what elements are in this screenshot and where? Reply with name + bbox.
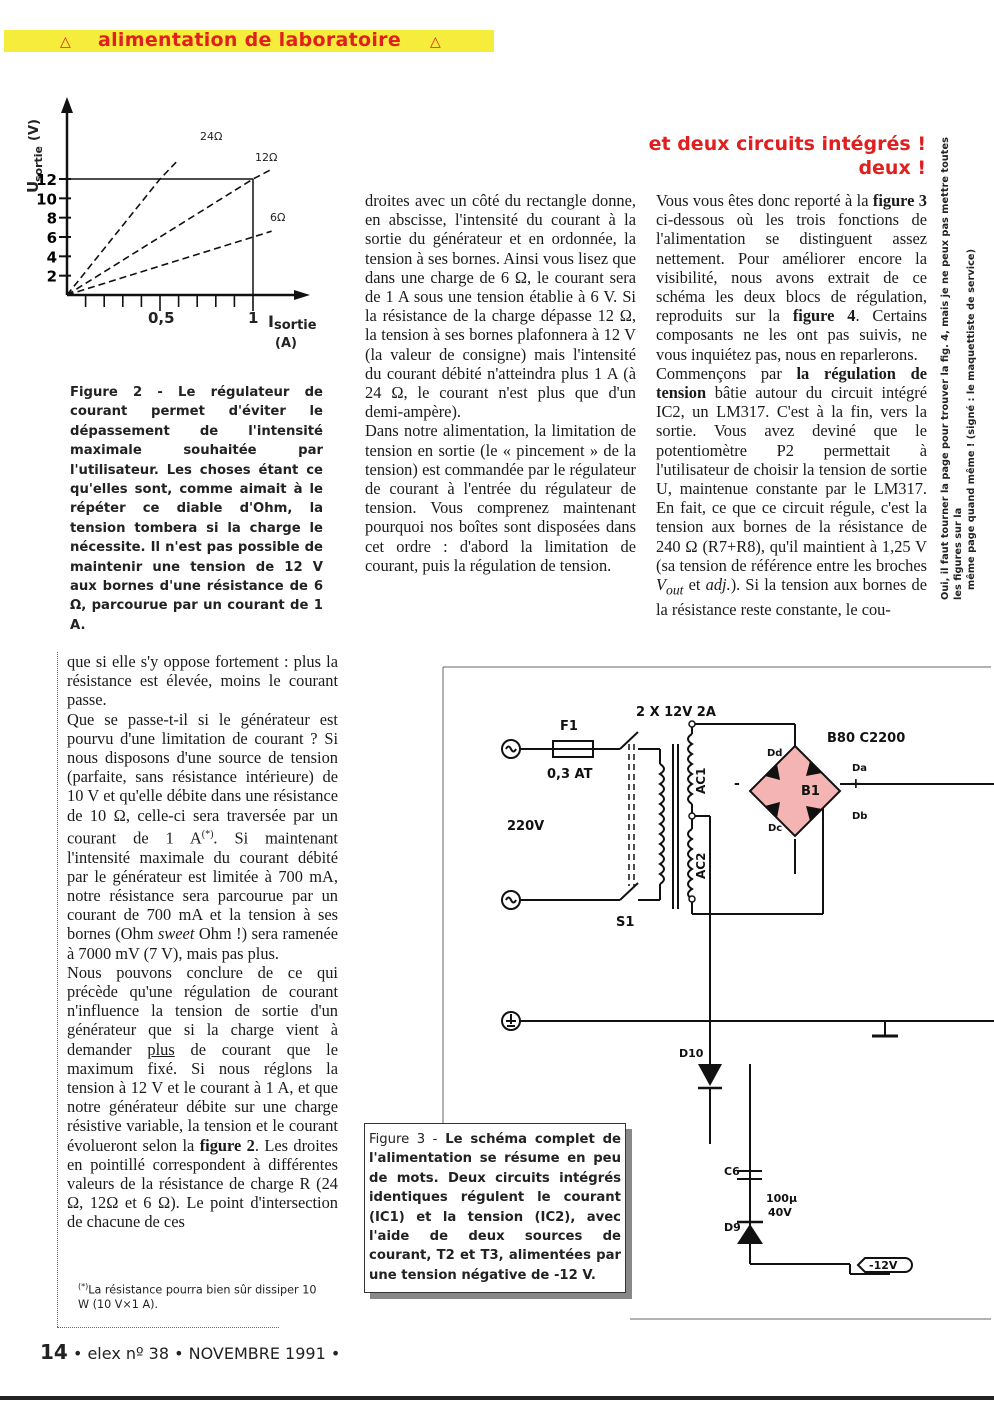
line-label-24: 24Ω	[200, 130, 223, 143]
c6-value-label: 100µ	[766, 1192, 798, 1205]
mains-label: 220V	[507, 819, 545, 834]
figure3-caption-label: Figure 3 -	[369, 1132, 438, 1147]
figure3-caption	[369, 1130, 621, 1285]
section-title-line1: et deux circuits intégrés !	[648, 133, 926, 155]
bridge-terminal-dd: Dd	[767, 748, 783, 759]
c6-label: C6	[724, 1165, 740, 1178]
bridge-terminal-minus: -	[734, 776, 740, 792]
bridge-part-label: B80 C2200	[827, 731, 906, 746]
header-title: alimentation de laboratoire	[98, 29, 402, 51]
y-tick-label: 2	[46, 267, 57, 286]
side-note-line1: Oui, il faut tourner la page pour trouver la fig. 4, mais je ne peux pas mettre toutes les figures sur la	[940, 137, 964, 600]
paragraph: Que se passe-t-il si le générateur est pourvu d'une limitation de courant ? Si nous disposons d'une source de tension (parfaite, sans résistance intérieure) de 10 V et qu'elle débite dans une résistance de 10 Ω, celle-ci sera traversée par un courant de 1 A(*). Si maintenant l'intensité maximale du courant débité par le générateur est limitée à 700 mA, notre résistance sera parcourue par un courant de 700 mA et la tension à ses bornes (Ohm sweet Ohm !) sera ramenée à 7000 mV (7 V), mais pas plus.	[67, 709, 338, 963]
warning-triangle-icon: △	[60, 34, 72, 50]
page-footer	[40, 1340, 340, 1364]
line-label-12: 12Ω	[255, 151, 278, 164]
paragraph: Nous pouvons conclure de ce qui précède qu'une régulation de courant n'influence la tension de sortie d'un générateur que si la charge vient à demander plus de courant que le maximum fixé. Si nous réglons la tension à 12 V et le courant à 1 A, et que notre générateur débite sur une charge résistive variable, la tension et le courant évolueront selon la figure 2. Les droites en pointillé correspondent à différentes valeurs de la résistance de charge R (24 Ω, 12Ω et 6 Ω). Le point d'intersection de chacune de ces	[67, 962, 339, 1232]
y-tick-label: 4	[46, 248, 57, 267]
section-title	[620, 132, 926, 180]
series-line	[67, 169, 272, 295]
figure2-graph	[20, 95, 320, 355]
y-axis-label: U	[24, 180, 42, 193]
figure2-caption-text: Le régulateur de courant permet d'éviter le dépassement de l'intensité maximale souhaitée par l'utilisateur. Les choses étant ce qu'elles sont, comme aimait à le répéter ce diable d'Ohm, la tension tombera si la charge le nécessite. Il n'est pas possible de maintenir une tension de 12 V aux bornes d'une résistance de 6 Ω, parcourue par un courant de 1 A.	[70, 385, 324, 633]
bridge-label: B1	[801, 784, 820, 799]
bridge-terminal-db: Db	[852, 811, 868, 822]
fuse-value-label: 0,3 AT	[547, 767, 593, 782]
warning-triangle-icon: △	[429, 34, 442, 50]
series-line	[67, 160, 179, 295]
ac2-label: AC2	[694, 852, 708, 879]
column-right	[656, 191, 927, 619]
footer-text: • elex nº 38 • NOVEMBRE 1991 •	[72, 1344, 341, 1363]
paragraph: que si elle s'y oppose fortement : plus la résistance est élevée, moins le courant passe.	[67, 652, 338, 710]
bridge-terminal-da: Da	[852, 763, 868, 774]
bottom-edge-rule	[0, 1396, 994, 1400]
header-title-row	[60, 29, 441, 51]
switch-label: S1	[616, 915, 635, 930]
column-left	[67, 652, 338, 1232]
side-note-line2: même page quand même ! (signé : le maquettiste de service)	[966, 248, 977, 590]
y-tick-label: 12	[36, 171, 57, 189]
line-label-6: 6Ω	[270, 211, 286, 224]
footnote: (*)La résistance pourra bien sûr dissiper 10 W (10 V×1 A).	[78, 1282, 317, 1311]
section-title-line2: deux !	[858, 157, 926, 179]
y-axis-label-unit: (V)	[27, 119, 42, 141]
y-tick-label: 10	[36, 190, 57, 209]
c6-value-label: 40V	[768, 1206, 792, 1219]
paragraph: Vous vous êtes donc reporté à la figure 3 ci-dessous où les trois fonctions de l'alimentation se distinguent assez nettement. Pour améliorer encore la visibilité, nous avons extrait de ce schéma les deux blocs de régulation, reproduits sur la figure 4. Certains composants ne les ont pas suivis, ne vous inquiétez pas, nous en reparlerons.	[656, 191, 927, 364]
x-axis-label-sub: sortie	[274, 318, 317, 333]
left-column-bottom-rule	[57, 1327, 279, 1328]
transformer-label: 2 X 12V 2A	[636, 705, 716, 720]
x-axis-label: I	[268, 312, 274, 331]
paragraph: Dans notre alimentation, la limitation de tension en sortie (le « pincement » de la tension) est commandée par le régulateur de courant à l'entrée du régulateur de tension. Vous comprenez maintenant pourquoi nos boîtes sont disposées dans cet ordre : d'abord la limitation de courant, puis la régulation de tension.	[365, 421, 636, 575]
figure3-caption-text: Le schéma complet de l'alimentation se résume en peu de mots. Deux circuits intégrés identiques régulent le courant (IC1) et la tension (IC2), avec l'aide de deux sources de courant, T2 et T3, alimentées par une tension négative de -12 V.	[369, 1132, 622, 1283]
series-line	[67, 231, 272, 295]
ac1-label: AC1	[694, 767, 708, 794]
figure3-caption-box	[364, 1123, 626, 1293]
paragraph: droites avec un côté du rectangle donne, en abscisse, l'intensité du courant à la sortie du générateur et en ordonnée, la tension à ses bornes. Ainsi vous lisez que dans une charge de 6 Ω, le courant sera de 1 A sous une tension établie à 6 V. Si la résistance de la charge dépasse 12 Ω, la tension à ses bornes plafonnera à 12 V (la valeur de consigne) mais l'intensité du courant débité n'atteindra plus 1 A (à 24 Ω, le courant n'est plus que d'un demi-ampère).	[365, 191, 636, 422]
column-middle	[365, 191, 636, 575]
figure2-caption	[70, 383, 323, 635]
d9-label: D9	[724, 1221, 741, 1234]
left-column-dotted-rule	[57, 652, 58, 1327]
figure2-caption-label: Figure 2 -	[70, 385, 163, 400]
x-tick-label: 1	[248, 309, 259, 327]
bridge-terminal-dc: Dc	[768, 823, 783, 834]
y-tick-label: 8	[46, 209, 57, 228]
y-axis-label-sub: sortie	[32, 145, 45, 182]
x-tick-label: 0,5	[148, 309, 175, 327]
d10-label: D10	[679, 1047, 704, 1060]
y-tick-label: 6	[46, 229, 57, 247]
x-axis-label-unit: (A)	[275, 336, 297, 351]
bridge-terminal-plus: +	[850, 776, 862, 792]
fuse-label: F1	[560, 719, 578, 734]
page-number: 14	[40, 1340, 68, 1364]
paragraph: Commençons par la régulation de tension bâtie autour du circuit intégré IC2, un LM317. C'est à la fin, vers la sortie. Vous avez deviné que le potentiomètre P2 permettait à l'utilisateur de choisir la tension de sortie U, maintenue constante par le LM317. En fait, ce que ce circuit régule, c'est la tension aux bornes de la résistance de 240 Ω (R7+R8), qu'il maintient à 1,25 V (sa tension de référence entre les broches $V_{out}$ et adj.). Si la tension aux bornes de la résistance reste constante, le cou-	[656, 363, 927, 619]
minus12-label: -12V	[869, 1259, 898, 1272]
